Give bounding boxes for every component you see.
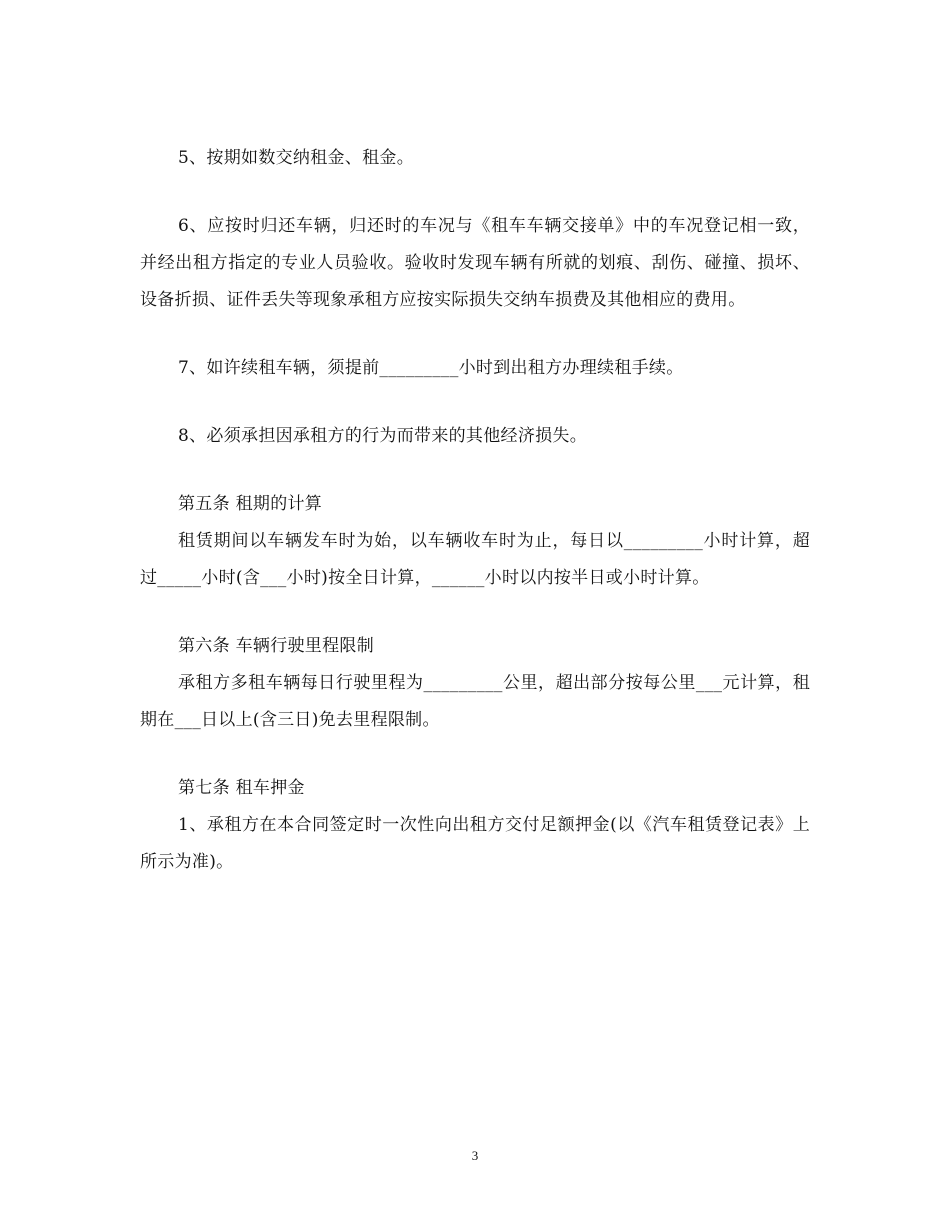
clause-item-8: 8、必须承担因承租方的行为而带来的其他经济损失。: [178, 426, 588, 446]
clause-item-6: 6、应按时归还车辆，归还时的车况与《租车车辆交接单》中的车况登记相一致，并经出租方指定的专业人员验收。验收时发现车辆有所就的划痕、刮伤、碰撞、损坏、设备折损、证件丢失等现象承租方应按实际损失交纳车损费及其他相应的费用。: [140, 216, 810, 310]
article-7-item-1: 1、承租方在本合同签定时一次性向出租方交付足额押金(以《汽车租赁登记表》上所示为准)。: [140, 815, 810, 872]
page-number: 3: [471, 1148, 479, 1163]
article-7-heading: 第七条 租车押金: [178, 778, 305, 798]
article-5-body: 租赁期间以车辆发车时为始，以车辆收车时为止，每日以_________小时计算，超过_____小时(含___小时)按全日计算，______小时以内按半日或小时计算。: [140, 531, 810, 588]
document-body: [140, 140, 810, 881]
clause-item-5: 5、按期如数交纳租金、租金。: [178, 148, 415, 168]
article-6-heading: 第六条 车辆行驶里程限制: [178, 636, 375, 656]
article-5-heading: 第五条 租期的计算: [178, 494, 323, 514]
article-6-body: 承租方多租车辆每日行驶里程为_________公里，超出部分按每公里___元计算，租期在___日以上(含三日)免去里程限制。: [140, 673, 810, 730]
clause-item-7: 7、如许续租车辆，须提前_________小时到出租方办理续租手续。: [178, 358, 684, 378]
